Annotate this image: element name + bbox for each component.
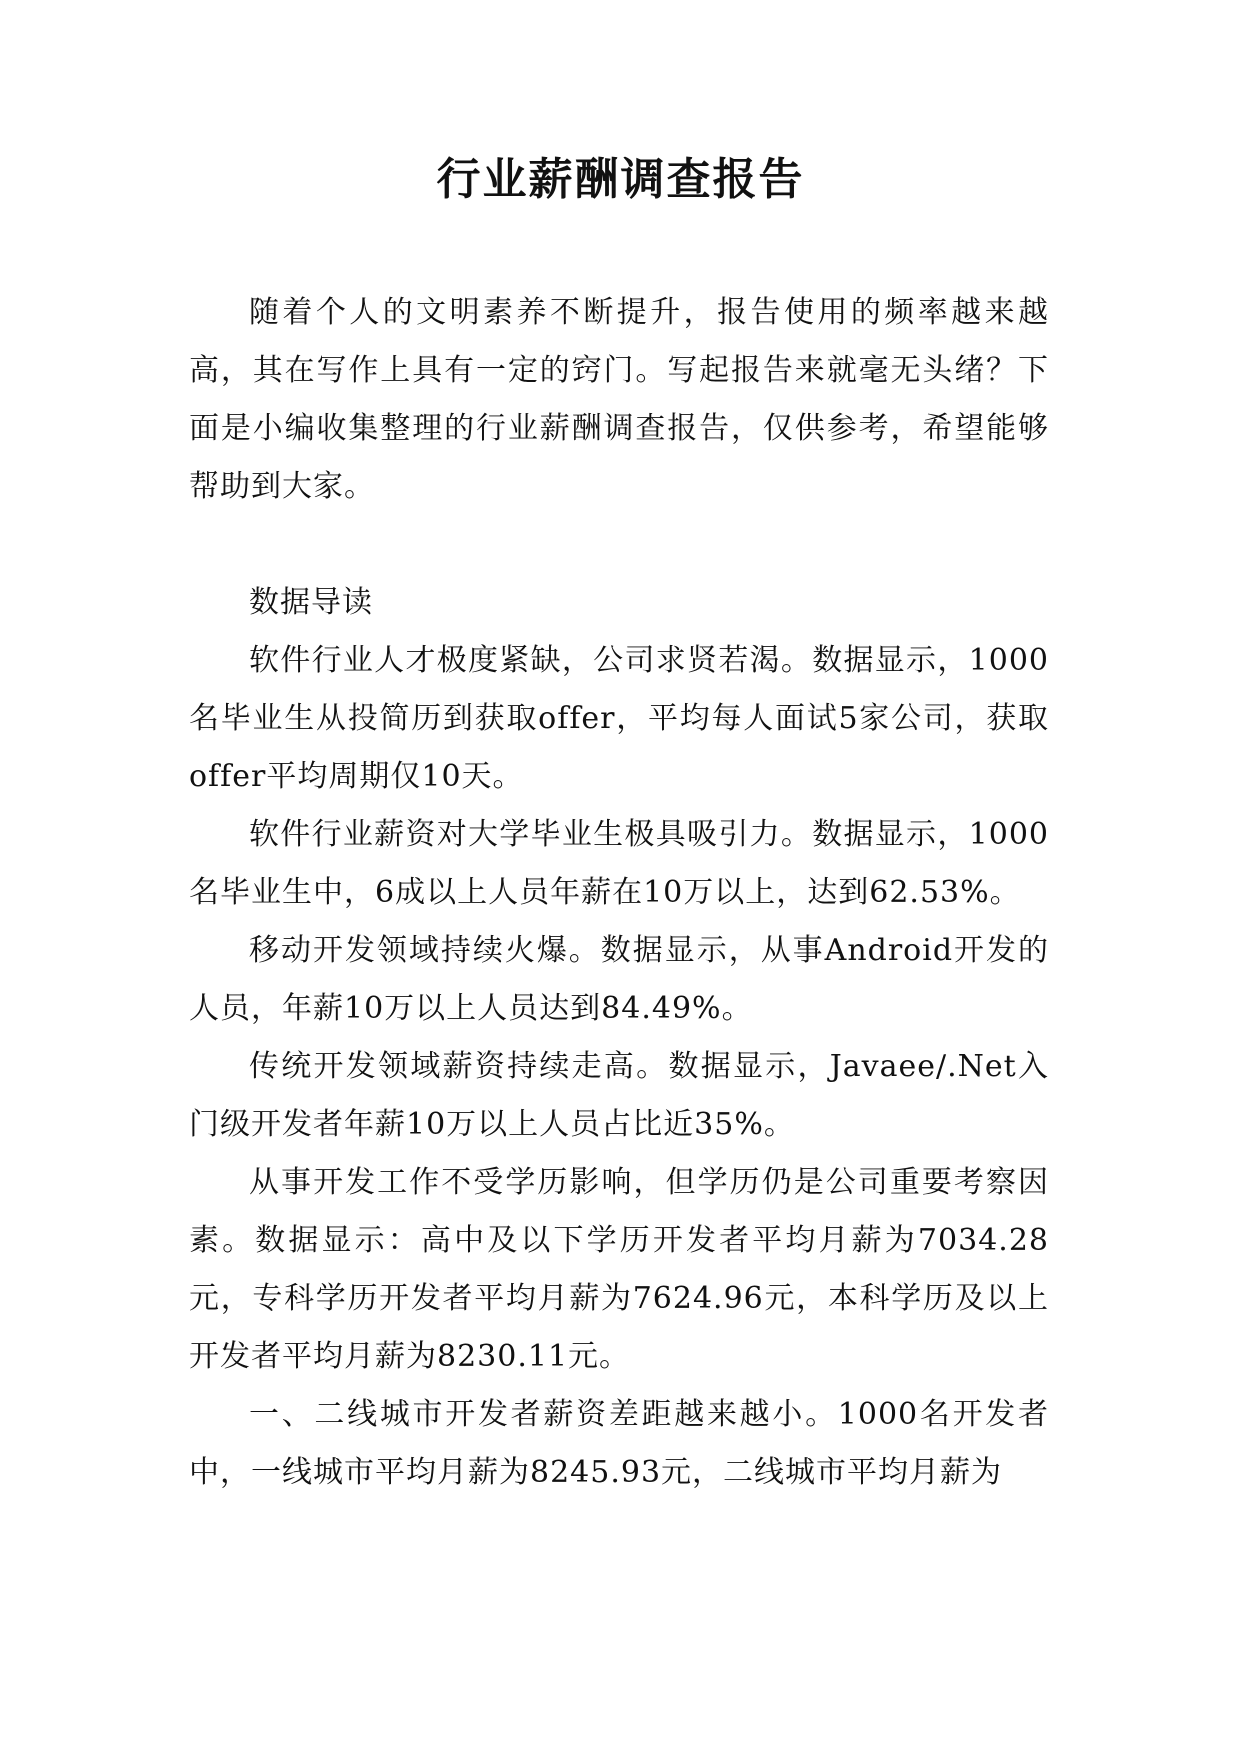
- paragraph-city-gap: 一、二线城市开发者薪资差距越来越小。1000名开发者中，一线城市平均月薪为8245.93元，二线城市平均月薪为: [189, 1397, 1049, 1490]
- paragraph-mobile-development: 移动开发领域持续火爆。数据显示，从事Android开发的人员，年薪10万以上人员达到84.49%。: [189, 933, 1049, 1026]
- paragraph-traditional-development: 传统开发领域薪资持续走高。数据显示，Javaee/.Net入门级开发者年薪10万以上人员占比近35%。: [189, 1049, 1049, 1142]
- intro-section: [189, 284, 1049, 516]
- section-heading-data-guide: 数据导读: [249, 585, 373, 620]
- intro-paragraph: 随着个人的文明素养不断提升，报告使用的频率越来越高，其在写作上具有一定的窍门。写起报告来就毫无头绪？下面是小编收集整理的行业薪酬调查报告，仅供参考，希望能够帮助到大家。: [189, 295, 1049, 504]
- document-title: 行业薪酬调查报告: [436, 154, 805, 205]
- content-section: [189, 574, 1049, 1502]
- paragraph-graduate-salary: 软件行业薪资对大学毕业生极具吸引力。数据显示，1000名毕业生中，6成以上人员年薪在10万以上，达到62.53%。: [189, 817, 1049, 910]
- paragraph-education-impact: 从事开发工作不受学历影响，但学历仍是公司重要考察因素。数据显示：高中及以下学历开发者平均月薪为7034.28元，专科学历开发者平均月薪为7624.96元，本科学历及以上开发者平均月薪为8230.11元。: [189, 1165, 1049, 1374]
- paragraph-talent-shortage: 软件行业人才极度紧缺，公司求贤若渴。数据显示，1000名毕业生从投简历到获取offer，平均每人面试5家公司，获取offer平均周期仅10天。: [189, 643, 1049, 794]
